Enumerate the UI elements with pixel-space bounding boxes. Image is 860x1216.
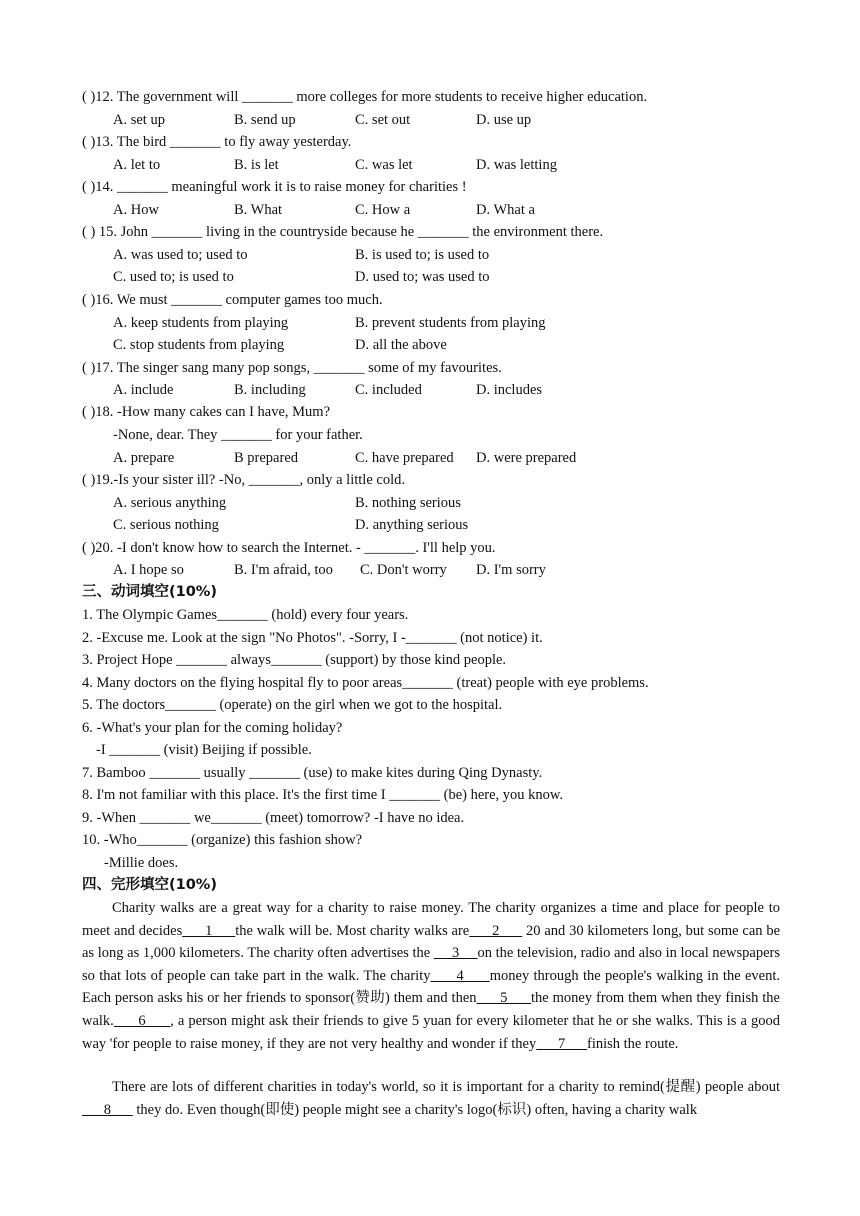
option-12c: C. set out — [355, 112, 411, 128]
verb-item: 8. I'm not familiar with this place. It's the first time I _______ (be) here, you know. — [82, 787, 564, 803]
option-13d: D. was letting — [476, 157, 557, 173]
question-16: ( )16. We must _______ computer games too much. — [82, 292, 383, 308]
cloze-text: the money from them when they finish the walk. — [82, 990, 780, 1029]
question-15: ( ) 15. John _______ living in the countryside because he _______ the environment there. — [82, 224, 604, 240]
cloze-text: finish the route. — [587, 1035, 679, 1052]
option-20a: A. I hope so — [113, 562, 184, 578]
verb-item-reply: -Millie does. — [104, 855, 179, 871]
cloze-text: , a person might ask their friends to give 5 yuan for every kilometer that he or she walks. This is a good way 'for people to raise money, if they are not very healthy and wonder if they — [82, 1012, 781, 1052]
option-17d: D. includes — [476, 382, 543, 398]
option-20d: D. I'm sorry — [476, 562, 546, 578]
cloze-blank-7: 7 — [536, 1035, 587, 1052]
option-18d: D. were prepared — [476, 450, 577, 466]
verb-item: 6. -What's your plan for the coming holiday? — [82, 720, 343, 736]
option-13b: B. is let — [234, 157, 279, 173]
option-16b: B. prevent students from playing — [355, 315, 546, 331]
verb-item: 5. The doctors_______ (operate) on the girl when we got to the hospital. — [82, 697, 503, 713]
option-15d: D. used to; was used to — [355, 269, 490, 285]
question-20: ( )20. -I don't know how to search the Internet. - _______. I'll help you. — [82, 540, 496, 556]
option-15c: C. used to; is used to — [113, 269, 234, 285]
question-14: ( )14. _______ meaningful work it is to raise money for charities ! — [82, 179, 467, 195]
option-20c: C. Don't worry — [360, 562, 447, 578]
cloze-blank-8: 8 — [82, 1101, 133, 1118]
option-14a: A. How — [113, 202, 159, 218]
option-16d: D. all the above — [355, 337, 447, 353]
verb-item-reply: -I _______ (visit) Beijing if possible. — [96, 742, 312, 758]
verb-item: 9. -When _______ we_______ (meet) tomorrow? -I have no idea. — [82, 810, 465, 826]
option-12b: B. send up — [234, 112, 296, 128]
question-18: ( )18. -How many cakes can I have, Mum? — [82, 404, 331, 420]
cloze-blank-6: 6 — [113, 1012, 171, 1029]
option-15a: A. was used to; used to — [113, 247, 248, 263]
cloze-text: they do. Even though(即使) people might see a charity's logo(标识) often, having a charity walk — [132, 1101, 698, 1118]
cloze-blank-1: 1 — [182, 922, 236, 939]
option-13a: A. let to — [113, 157, 161, 173]
option-17a: A. include — [113, 382, 174, 398]
option-18b: B prepared — [234, 450, 299, 466]
option-18c: C. have prepared — [355, 450, 454, 466]
option-19c: C. serious nothing — [113, 517, 219, 533]
question-12: ( )12. The government will _______ more colleges for more students to receive higher education. — [82, 89, 648, 105]
option-14c: C. How a — [355, 202, 411, 218]
cloze-paragraph-1 — [82, 897, 780, 1055]
verb-item: 2. -Excuse me. Look at the sign "No Photos". -Sorry, I -_______ (not notice) it. — [82, 630, 543, 646]
cloze-text: 20 and 30 kilometers long, but some can be as long as 1,000 kilometers. The charity often advertises the — [82, 922, 781, 962]
option-20b: B. I'm afraid, too — [234, 562, 333, 578]
verb-item: 7. Bamboo _______ usually _______ (use) to make kites during Qing Dynasty. — [82, 765, 543, 781]
option-19d: D. anything serious — [355, 517, 469, 533]
question-13: ( )13. The bird _______ to fly away yesterday. — [82, 134, 352, 150]
question-18-reply: -None, dear. They _______ for your father. — [113, 427, 363, 443]
option-14d: D. What a — [476, 202, 535, 218]
option-12a: A. set up — [113, 112, 165, 128]
option-17c: C. included — [355, 382, 422, 398]
cloze-text: the walk will be. Most charity walks are — [235, 922, 470, 939]
verb-item: 4. Many doctors on the flying hospital fly to poor areas_______ (treat) people with eye problems. — [82, 675, 649, 691]
option-19b: B. nothing serious — [355, 495, 461, 511]
option-16c: C. stop students from playing — [113, 337, 285, 353]
verb-item: 10. -Who_______ (organize) this fashion show? — [82, 832, 363, 848]
option-17b: B. including — [234, 382, 306, 398]
section-4-title: 四、完形填空(10%) — [82, 877, 217, 893]
option-12d: D. use up — [476, 112, 532, 128]
cloze-blank-2: 2 — [469, 922, 523, 939]
cloze-paragraph-2 — [82, 1076, 780, 1121]
question-19: ( )19.-Is your sister ill? -No, _______, only a little cold. — [82, 472, 405, 488]
cloze-text: There are lots of different charities in today's world, so it is important for a charity to remind(提醒) people about — [112, 1079, 780, 1095]
cloze-blank-5: 5 — [476, 990, 531, 1007]
option-15b: B. is used to; is used to — [355, 247, 490, 263]
option-14b: B. What — [234, 202, 283, 218]
option-13c: C. was let — [355, 157, 413, 173]
cloze-text: money through the people's walking in the event. Each person asks his or her friends to sponsor(赞助) them and then — [82, 967, 780, 1007]
option-19a: A. serious anything — [113, 495, 227, 511]
option-18a: A. prepare — [113, 450, 175, 466]
cloze-text: Charity walks are a great way for a charity to raise money. The charity organizes a time and place for people to meet and decides — [82, 900, 780, 939]
section-3-title: 三、动词填空(10%) — [82, 584, 217, 600]
option-16a: A. keep students from playing — [113, 315, 289, 331]
verb-item: 3. Project Hope _______ always_______ (support) by those kind people. — [82, 652, 507, 668]
cloze-text: on the television, radio and also in local newspapers so that lots of people can take part in the walk. The charity — [82, 945, 781, 984]
cloze-blank-4: 4 — [430, 967, 490, 984]
cloze-blank-3: 3 — [433, 945, 478, 962]
verb-item: 1. The Olympic Games_______ (hold) every four years. — [82, 607, 409, 623]
question-17: ( )17. The singer sang many pop songs, _______ some of my favourites. — [82, 360, 502, 376]
